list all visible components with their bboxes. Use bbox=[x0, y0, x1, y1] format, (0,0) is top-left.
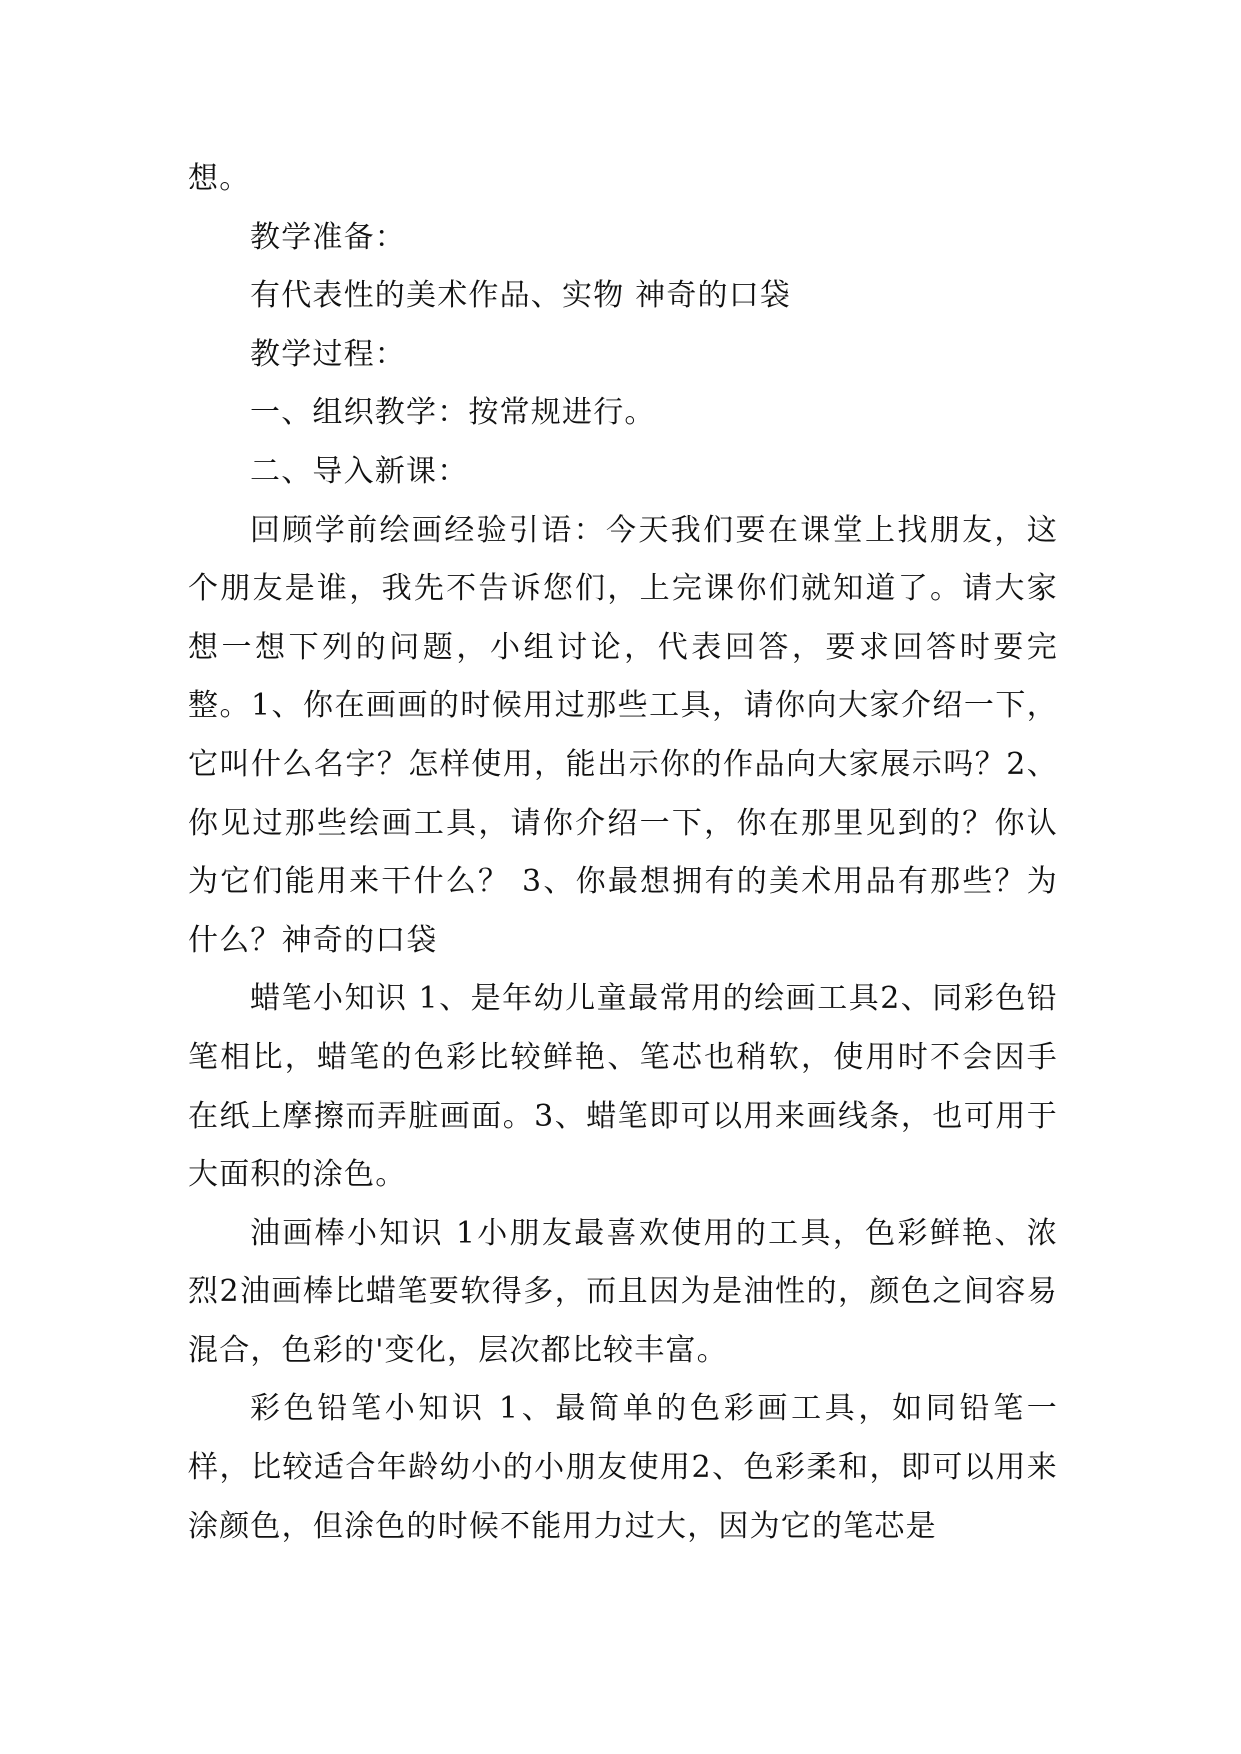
document-body bbox=[188, 150, 1058, 1556]
paragraph-oil-pastel-knowledge: 油画棒小知识 1小朋友最喜欢使用的工具，色彩鲜艳、浓烈2油画棒比蜡笔要软得多，而且因为是油性的，颜色之间容易混合，色彩的'变化，层次都比较丰富。 bbox=[188, 1215, 1058, 1368]
paragraph-step-two: 二、导入新课： bbox=[250, 453, 469, 489]
paragraph-colored-pencil-knowledge: 彩色铅笔小知识 1、最简单的色彩画工具，如同铅笔一样，比较适合年龄幼小的小朋友使用2、色彩柔和，即可以用来涂颜色，但涂色的时候不能用力过大，因为它的笔芯是 bbox=[188, 1391, 1058, 1544]
paragraph-teaching-process-heading: 教学过程： bbox=[250, 336, 406, 372]
paragraph-continuation: 想。 bbox=[188, 161, 251, 196]
paragraph-teaching-preparation-heading: 教学准备： bbox=[250, 219, 406, 255]
paragraph-teaching-materials: 有代表性的美术作品、实物 神奇的口袋 bbox=[250, 278, 792, 314]
paragraph-crayon-knowledge: 蜡笔小知识 1、是年幼儿童最常用的绘画工具2、同彩色铅笔相比，蜡笔的色彩比较鲜艳、笔芯也稍软，使用时不会因手在纸上摩擦而弄脏画面。3、蜡笔即可以用来画线条，也可用于大面积的涂色。 bbox=[188, 981, 1058, 1193]
paragraph-step-one: 一、组织教学：按常规进行。 bbox=[250, 395, 656, 431]
paragraph-introduction: 回顾学前绘画经验引语：今天我们要在课堂上找朋友，这个朋友是谁，我先不告诉您们，上完课你们就知道了。请大家想一想下列的问题，小组讨论，代表回答，要求回答时要完整。1、你在画画的时候用过那些工具，请你向大家介绍一下，它叫什么名字？怎样使用，能出示你的作品向大家展示吗？2、你见过那些绘画工具，请你介绍一下，你在那里见到的？你认为它们能用来干什么？ 3、你最想拥有的美术用品有那些？为什么？神奇的口袋 bbox=[188, 512, 1058, 958]
